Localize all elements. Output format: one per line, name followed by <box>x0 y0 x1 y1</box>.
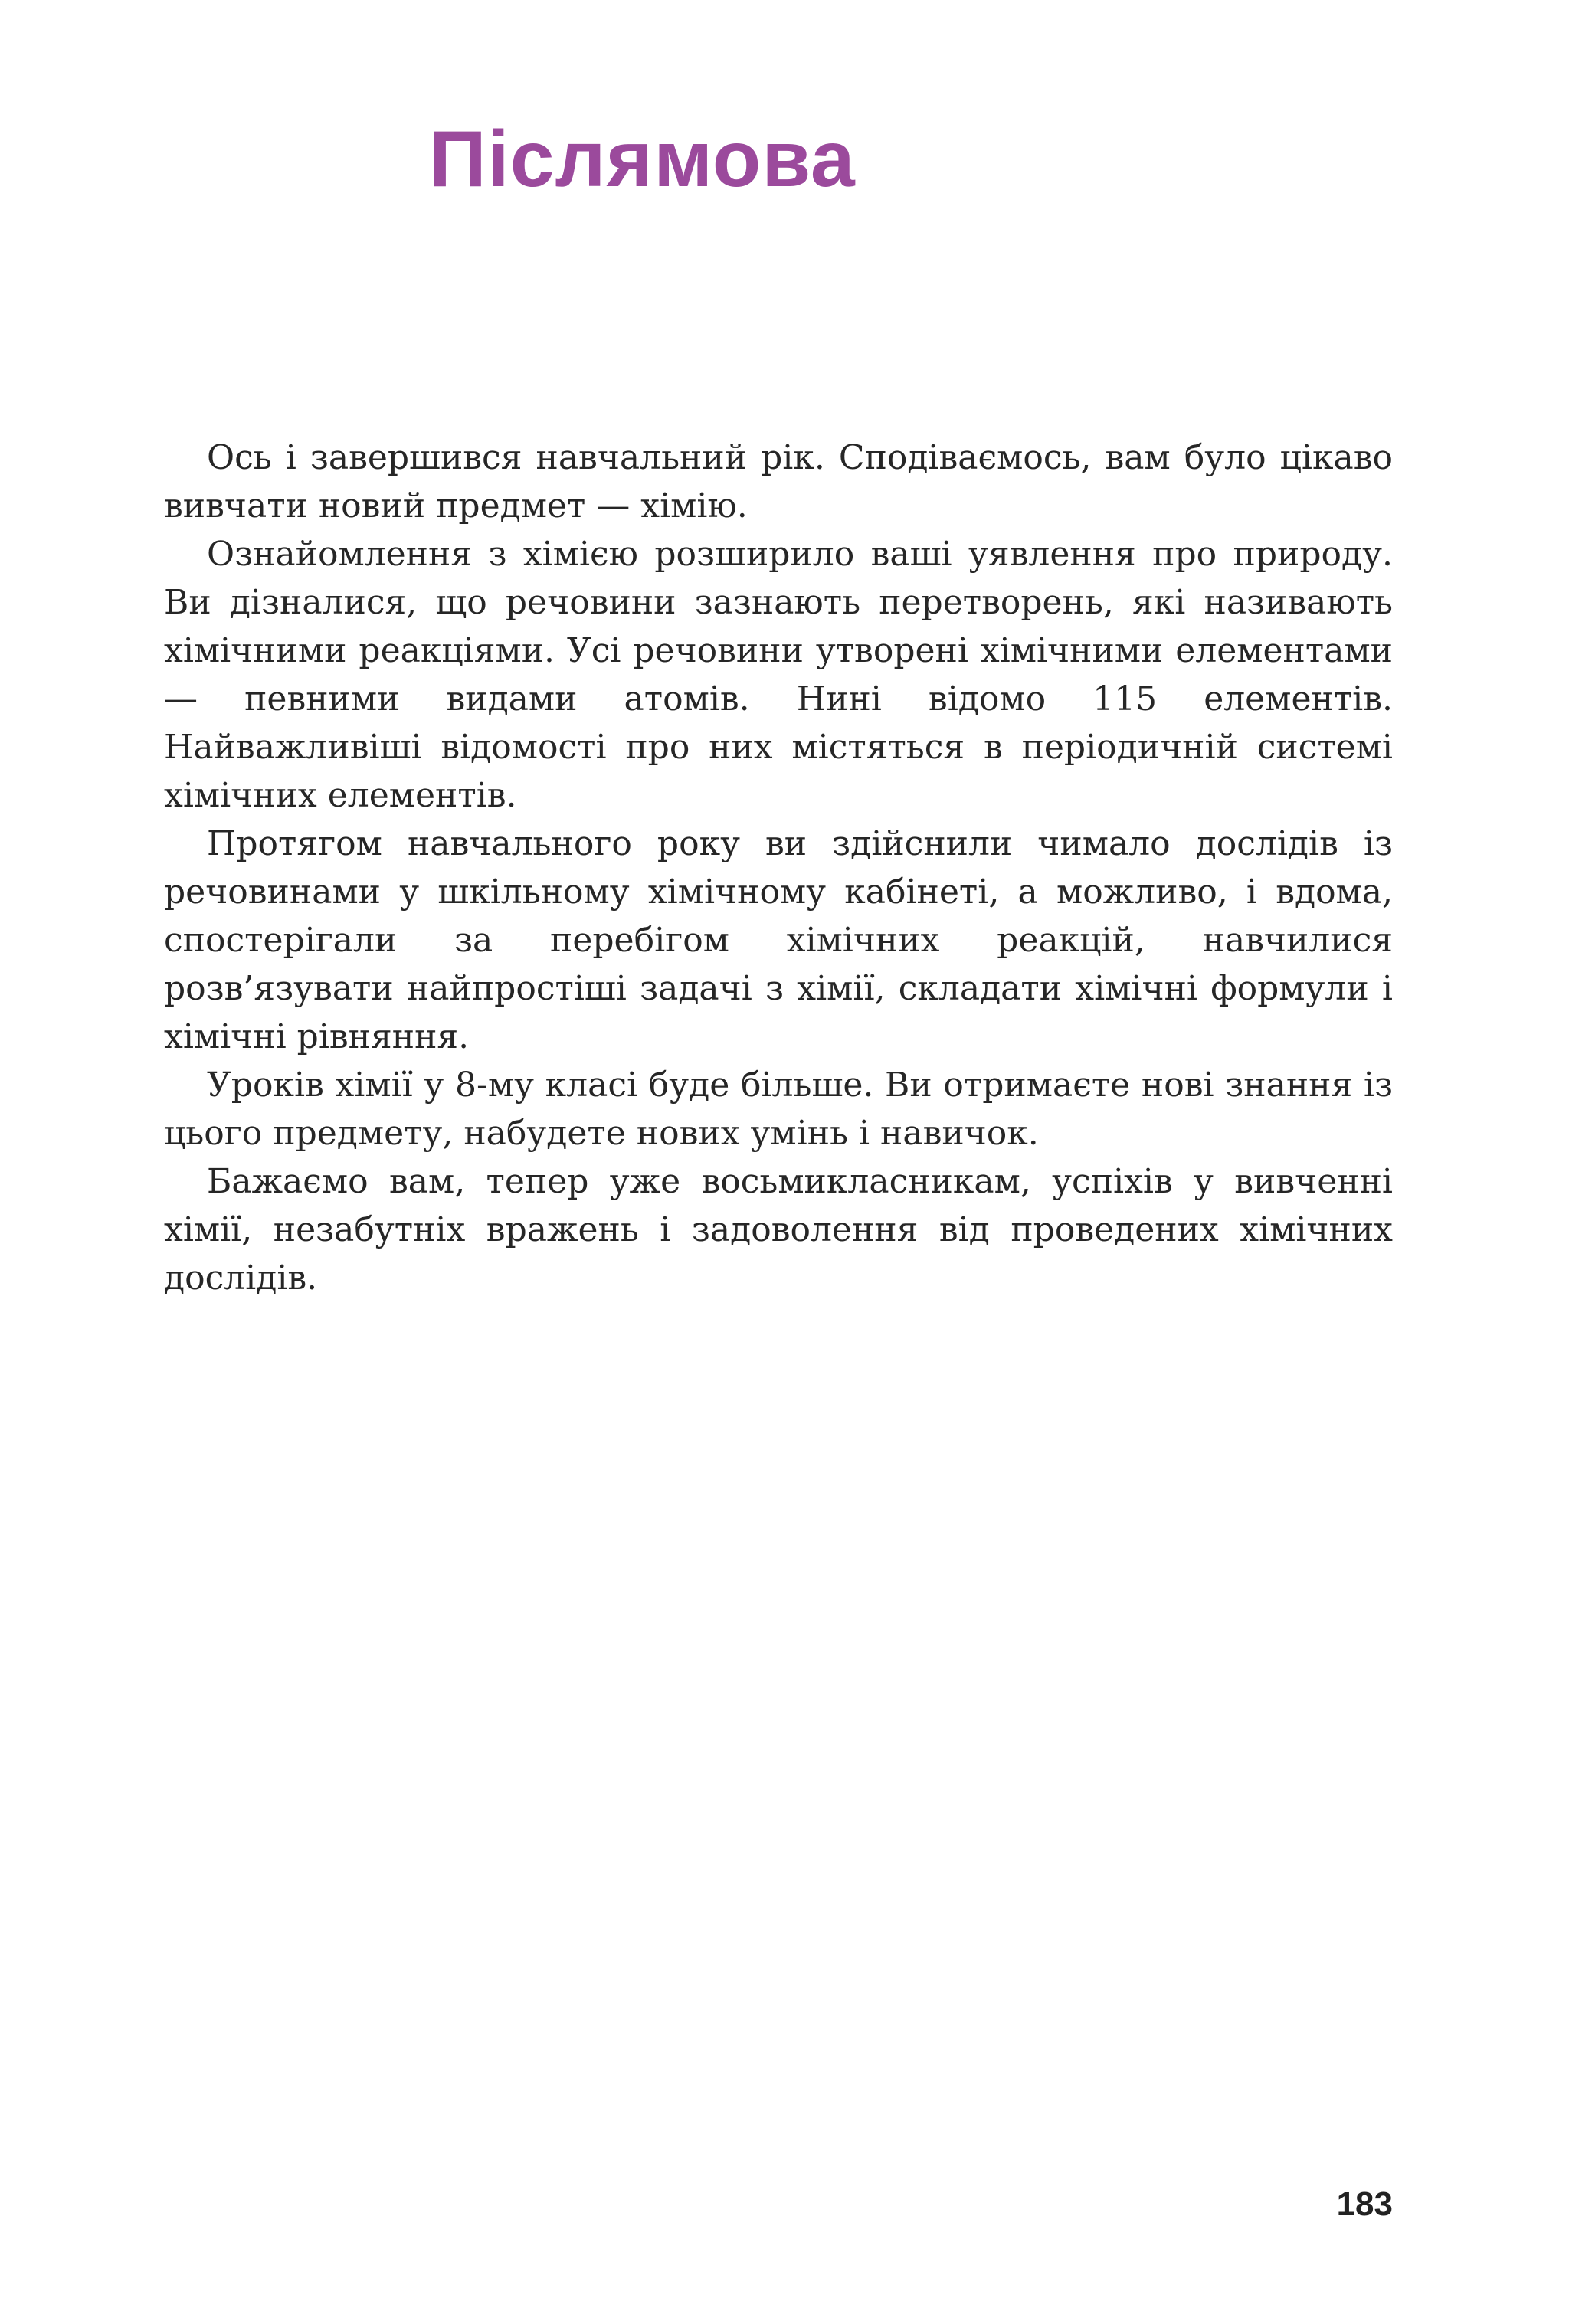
paragraph: Ознайомлення з хімією розширило ваші уявлення про природу. Ви дізналися, що речовини зазнають перетворень, які називають хімічними реакціями. Усі речовини утворені хімічними елементами — певними видами атомів. Нині відомо 115 елементів. Найважливіші відомості про них містяться в періодичній системі хімічних елементів. <box>164 535 1393 815</box>
page-title: Післямова <box>429 115 856 204</box>
paragraph: Ось і завершився навчальний рік. Сподіваємось, вам було цікаво вивчати новий предмет — хімію. <box>164 438 1393 525</box>
paragraph: Протягом навчального року ви здійснили чимало дослідів із речовинами у шкільному хімічному кабінеті, а можливо, і вдома, спостерігали за перебігом хімічних реакцій, навчилися розв’язувати найпростіші задачі з хімії, складати хімічні формули і хімічні рівняння. <box>164 824 1393 1056</box>
paragraph: Уроків хімії у 8-му класі буде більше. Ви отримаєте нові знання із цього предмету, набудете нових умінь і навичок. <box>164 1065 1393 1153</box>
paragraph: Бажаємо вам, тепер уже восьмикласникам, успіхів у вивченні хімії, незабутніх вражень і задоволення від проведених хімічних дослідів. <box>164 1162 1393 1298</box>
page-number: 183 <box>1336 2185 1393 2223</box>
body-text <box>164 434 1393 1302</box>
